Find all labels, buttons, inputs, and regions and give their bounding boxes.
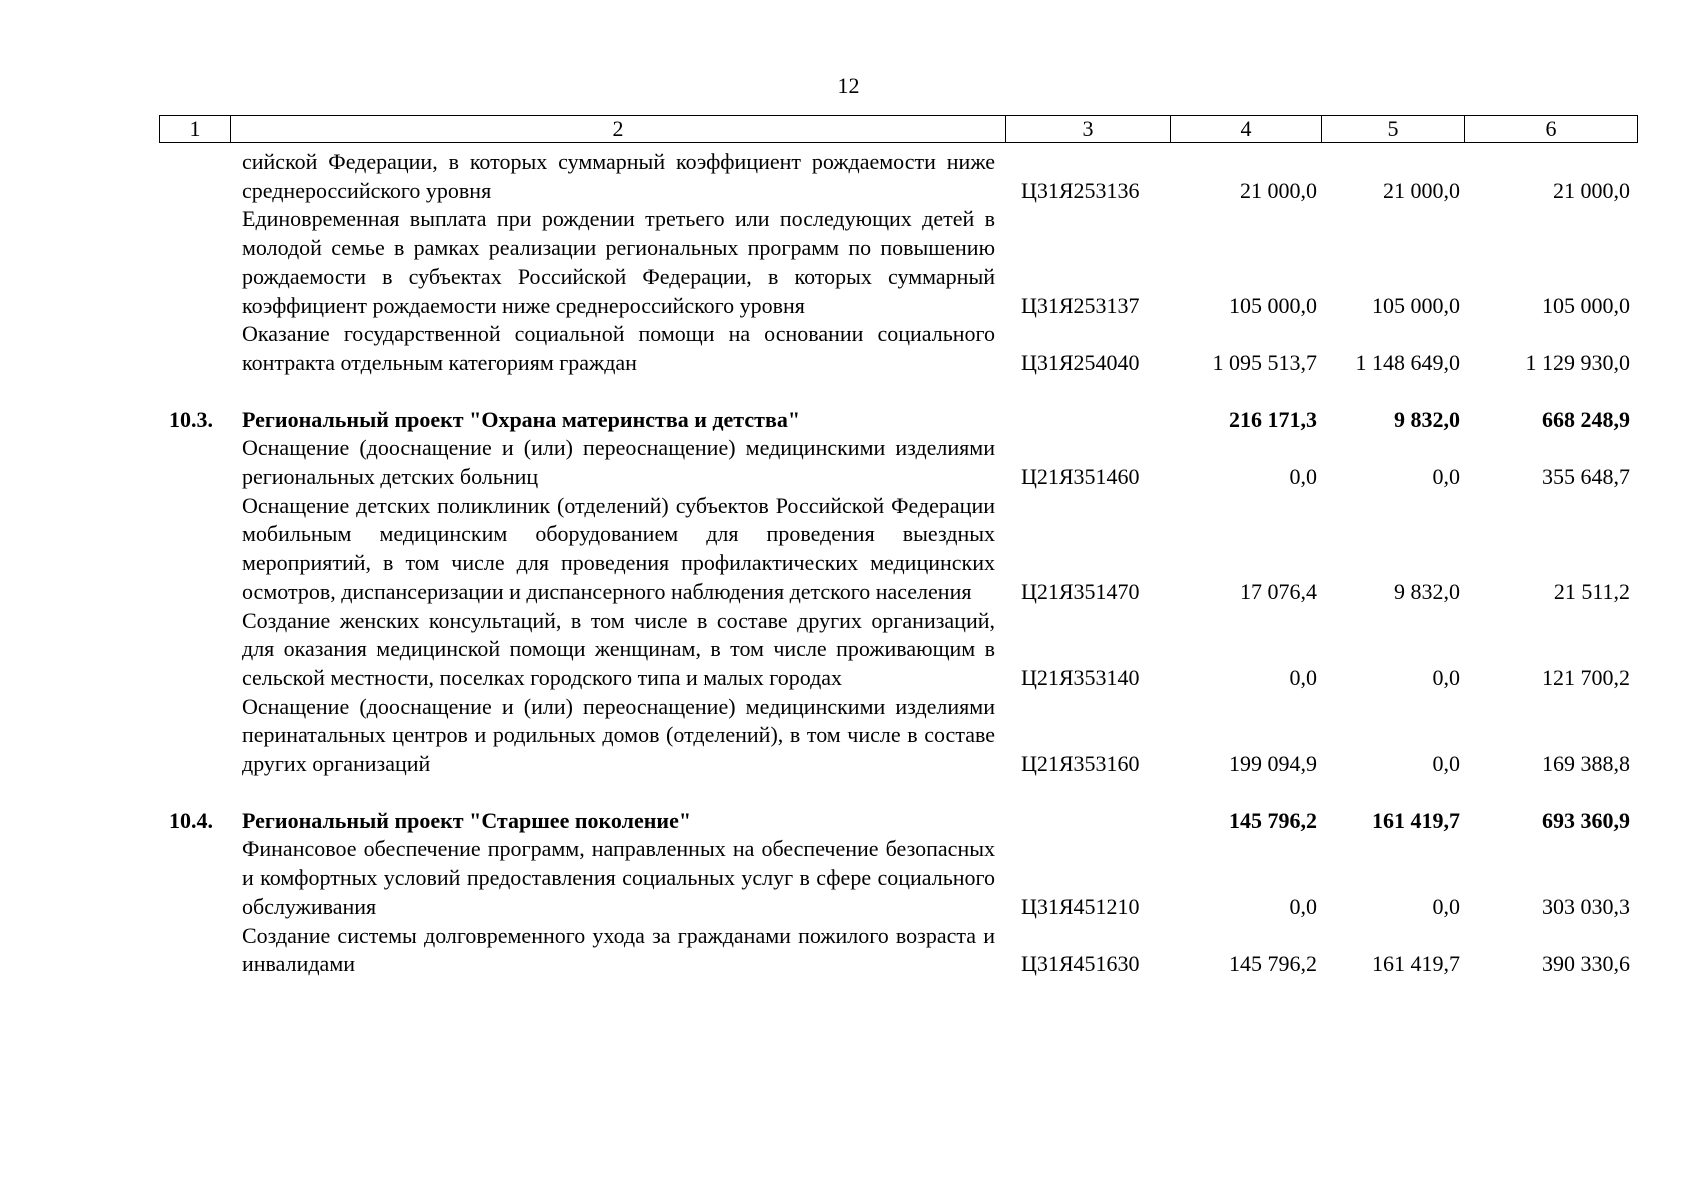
- row-name: Создание системы долговременного ухода за гражданами пожилого возраста и инвалидами: [242, 922, 995, 977]
- row-value-col5: 0,0: [1432, 464, 1460, 490]
- table-header: [159, 115, 1638, 143]
- row-value-col4: 0,0: [1289, 464, 1317, 490]
- row-name: Создание женских консультаций, в том числе в составе других организаций, для оказания медицинской помощи женщинам, в том числе проживающим в сельской местности, поселках городского типа и малых городах: [242, 607, 995, 690]
- row-value-col6: 390 330,6: [1542, 951, 1630, 977]
- section-title: Региональный проект "Старшее поколение": [242, 807, 692, 833]
- row-value-col5: 1 148 649,0: [1355, 349, 1460, 375]
- table-row: [159, 434, 1638, 491]
- section-row: [159, 406, 1638, 435]
- row-value-col6: 21 511,2: [1553, 578, 1630, 604]
- section-total-col4: 145 796,2: [1229, 807, 1317, 833]
- row-value-col5: 0,0: [1432, 664, 1460, 690]
- section-number: 10.4.: [169, 807, 213, 833]
- row-value-col6: 121 700,2: [1542, 664, 1630, 690]
- table-row: [159, 148, 1638, 205]
- header-col-6: 6: [1545, 116, 1557, 141]
- section-number: 10.3.: [169, 406, 213, 432]
- row-value-col4: 199 094,9: [1229, 751, 1317, 777]
- section-total-col5: 9 832,0: [1394, 406, 1460, 432]
- row-value-col6: 169 388,8: [1542, 751, 1630, 777]
- row-name: Оснащение (дооснащение и (или) переоснащение) медицинскими изделиями перинатальных центров и родильных домов (отделений), в том числе в составе других организаций: [242, 693, 995, 777]
- row-value-col4: 145 796,2: [1229, 951, 1317, 977]
- row-value-col6: 1 129 930,0: [1525, 349, 1630, 375]
- row-value-col6: 105 000,0: [1542, 292, 1630, 318]
- row-code: Ц31Я451630: [1021, 951, 1140, 977]
- row-value-col6: 355 648,7: [1542, 464, 1630, 490]
- section-total-col6: 668 248,9: [1542, 406, 1630, 432]
- page-number: 12: [837, 73, 860, 98]
- table-row: [159, 492, 1638, 607]
- row-name: Финансовое обеспечение программ, направленных на обеспечение безопасных и комфортных условий предоставления социальных услуг в сфере социального обслуживания: [242, 836, 995, 919]
- row-value-col4: 0,0: [1289, 893, 1317, 919]
- header-col-5: 5: [1322, 116, 1465, 142]
- table-row: [159, 835, 1638, 921]
- row-value-col6: 21 000,0: [1553, 177, 1630, 203]
- row-code: Ц31Я451210: [1021, 893, 1140, 919]
- row-code: Ц21Я353140: [1021, 664, 1140, 690]
- row-value-col4: 105 000,0: [1229, 292, 1317, 318]
- row-name: Оказание государственной социальной помощи на основании социального контракта отдельным категориям граждан: [242, 321, 995, 375]
- row-code: Ц31Я253137: [1021, 292, 1140, 318]
- section-title: Региональный проект "Охрана материнства и детства": [242, 406, 801, 432]
- table-row: [159, 922, 1638, 979]
- header-col-3: 3: [1006, 116, 1171, 142]
- table-row: [159, 320, 1638, 377]
- section-total-col4: 216 171,3: [1229, 406, 1317, 432]
- row-value-col5: 105 000,0: [1372, 292, 1460, 318]
- row-code: Ц31Я254040: [1021, 349, 1140, 375]
- row-name: Единовременная выплата при рождении третьего или последующих детей в молодой семье в рамках реализации региональных программ по повышению рождаемости в субъектах Российской Федерации, в которых суммарный коэффициент рождаемости ниже среднероссийского уровня: [242, 206, 995, 318]
- table-row: [159, 693, 1638, 779]
- table-row: [159, 607, 1638, 693]
- row-value-col5: 21 000,0: [1383, 177, 1460, 203]
- section-row: [159, 807, 1638, 836]
- row-value-col4: 21 000,0: [1240, 177, 1317, 203]
- row-name: сийской Федерации, в которых суммарный коэффициент рождаемости ниже среднероссийского уровня: [242, 149, 995, 203]
- row-code: Ц31Я253136: [1021, 177, 1140, 203]
- row-code: Ц21Я353160: [1021, 751, 1140, 777]
- row-code: Ц21Я351460: [1021, 464, 1140, 490]
- table-row: [159, 205, 1638, 320]
- header-col-4: 4: [1171, 116, 1322, 142]
- row-value-col4: 1 095 513,7: [1212, 349, 1317, 375]
- row-value-col5: 0,0: [1432, 893, 1460, 919]
- row-value-col5: 0,0: [1432, 751, 1460, 777]
- header-col-2: 2: [231, 116, 1006, 142]
- row-value-col5: 9 832,0: [1394, 578, 1460, 604]
- table-body: [159, 148, 1638, 979]
- header-col-1: 1: [160, 116, 231, 142]
- section-total-col5: 161 419,7: [1372, 807, 1460, 833]
- row-value-col4: 0,0: [1289, 664, 1317, 690]
- row-name: Оснащение детских поликлиник (отделений) субъектов Российской Федерации мобильным медицинским оборудованием для проведения выездных мероприятий, в том числе для проведения профилактических медицинских осмотров, диспансеризации и диспансерного наблюдения детского населения: [242, 492, 995, 604]
- row-name: Оснащение (дооснащение и (или) переоснащение) медицинскими изделиями региональных детских больниц: [242, 435, 995, 490]
- row-value-col5: 161 419,7: [1372, 951, 1460, 977]
- row-value-col4: 17 076,4: [1240, 578, 1317, 604]
- row-value-col6: 303 030,3: [1542, 893, 1630, 919]
- row-code: Ц21Я351470: [1021, 578, 1140, 604]
- section-total-col6: 693 360,9: [1542, 807, 1630, 833]
